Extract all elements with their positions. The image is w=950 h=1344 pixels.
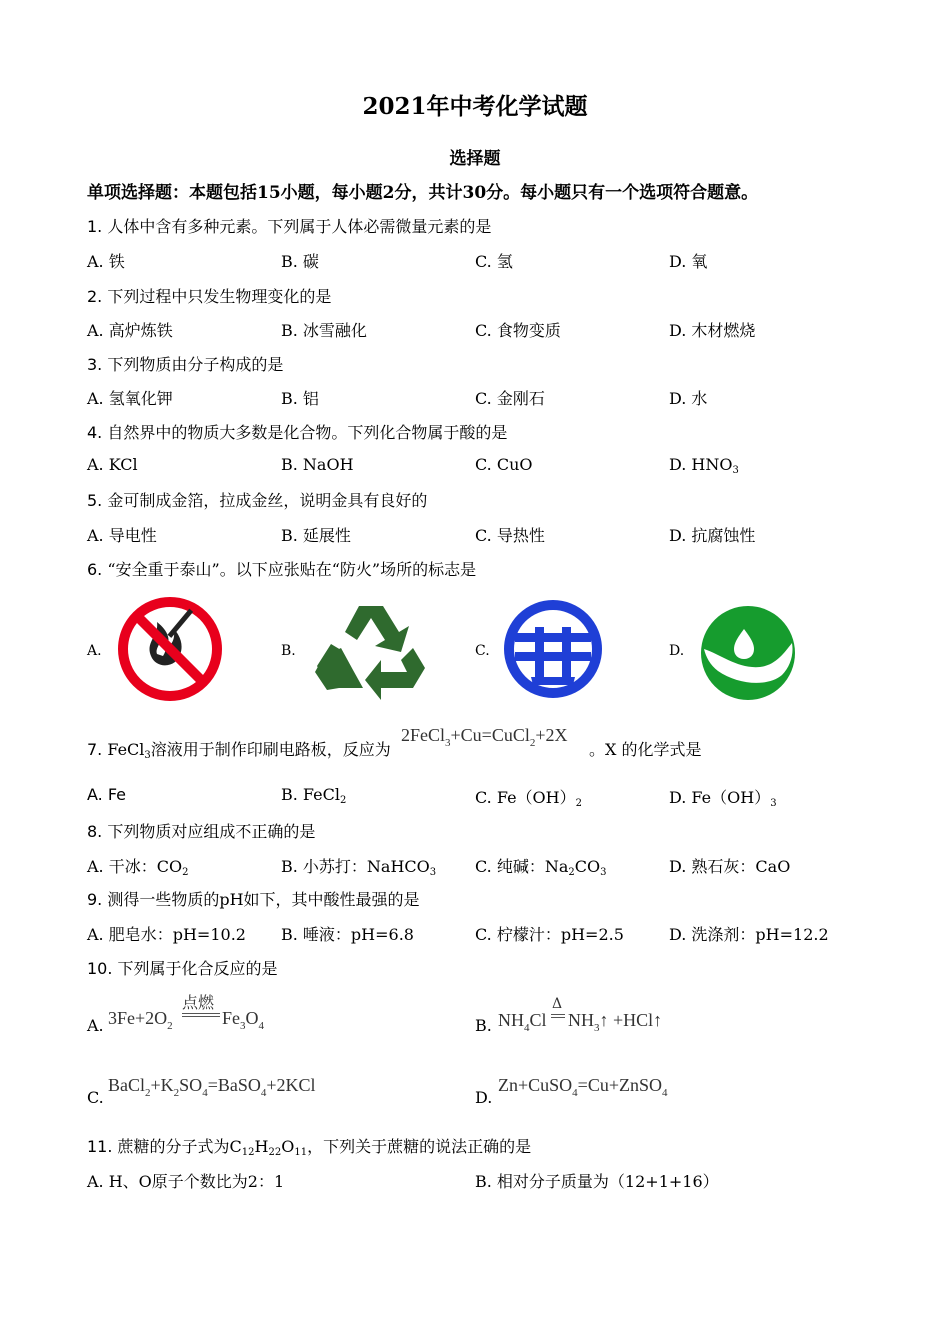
q6-option-c[interactable]: C. <box>475 643 490 659</box>
q2-option-c[interactable]: C. 食物变质 <box>475 321 561 340</box>
question-4: 4. 自然界中的物质大多数是化合物。下列化合物属于酸的是 <box>87 423 508 442</box>
q9-option-a[interactable]: A. 肥皂水：pH=10.2 <box>87 925 246 944</box>
q3-option-c[interactable]: C. 金刚石 <box>475 389 545 408</box>
q10-option-d-label[interactable]: D. <box>475 1088 493 1107</box>
q10-option-a-equals-sign <box>182 1013 220 1017</box>
question-10: 10. 下列属于化合反应的是 <box>87 959 278 978</box>
q10-option-b-condition: Δ <box>552 996 563 1012</box>
q7-option-c[interactable]: C. $Fe(OH)_2$ <box>475 788 582 809</box>
q5-option-a[interactable]: A. 导电性 <box>87 526 157 545</box>
q11-option-b[interactable]: B. 相对分子质量为（12+1+16） <box>475 1172 719 1191</box>
question-11: 11. 蔗糖的分子式为$C_{12}H_{22}O_{11}$，下列关于蔗糖的说法正确的是 <box>87 1137 532 1158</box>
q10-option-b-label[interactable]: B. <box>475 1016 492 1035</box>
question-5: 5. 金可制成金箔，拉成金丝，说明金具有良好的 <box>87 491 428 510</box>
q7-stem-end: 。X 的化学式是 <box>589 740 702 759</box>
question-2: 2. 下列过程中只发生物理变化的是 <box>87 287 332 306</box>
water-drop-sign-icon[interactable] <box>698 603 798 703</box>
q10-option-a-label[interactable]: A. <box>87 1016 104 1035</box>
q8-option-c[interactable]: C. 纯碱：$Na_2CO_3$ <box>475 857 607 878</box>
question-1: 1. 人体中含有多种元素。下列属于人体必需微量元素的是 <box>87 217 492 236</box>
q1-option-c[interactable]: C. 氢 <box>475 252 513 271</box>
q7-option-d[interactable]: D. $Fe(OH)_3$ <box>669 788 777 809</box>
q5-option-b[interactable]: B. 延展性 <box>281 526 351 545</box>
recycle-sign-icon[interactable] <box>309 600 433 704</box>
q6-option-b[interactable]: B. <box>281 643 296 659</box>
q9-option-d[interactable]: D. 洗涤剂：pH=12.2 <box>669 925 829 944</box>
q10-option-a-condition: 点燃 <box>182 993 215 1012</box>
water-saving-sign-icon[interactable] <box>501 597 605 701</box>
q2-option-a[interactable]: A. 高炉炼铁 <box>87 321 173 340</box>
question-7: 7. FeCl$_3$溶液用于制作印刷电路板，反应为 <box>87 740 391 761</box>
q10-option-c-equation: $BaCl_2+K_2SO_4=BaSO_4+2KCl$ <box>108 1075 316 1099</box>
question-9: 9. 测得一些物质的pH如下，其中酸性最强的是 <box>87 890 420 909</box>
q4-option-d[interactable]: D. $HNO_3$ <box>669 455 739 476</box>
no-fire-sign-icon[interactable] <box>115 594 225 704</box>
q4-option-a[interactable]: A. KCl <box>87 455 138 474</box>
q10-option-c-label[interactable]: C. <box>87 1088 104 1107</box>
q8-option-a[interactable]: A. 干冰：$CO_2$ <box>87 857 189 878</box>
q10-option-d-equation: Zn+CuSO$_4$=Cu+ZnSO$_4$ <box>498 1075 668 1099</box>
q1-option-d[interactable]: D. 氧 <box>669 252 708 271</box>
q7-option-b[interactable]: B. FeCl$_2$ <box>281 785 347 806</box>
q4-option-b[interactable]: B. NaOH <box>281 455 354 474</box>
q11-option-a[interactable]: A. H、O原子个数比为2：1 <box>87 1172 285 1191</box>
q10-option-b-reactants: $NH_4Cl$ <box>498 1010 547 1034</box>
q8-option-d[interactable]: D. 熟石灰：CaO <box>669 857 791 876</box>
q4-option-c[interactable]: C. CuO <box>475 455 533 474</box>
q2-option-b[interactable]: B. 冰雪融化 <box>281 321 367 340</box>
q3-option-d[interactable]: D. 水 <box>669 389 708 408</box>
q10-option-b-products: $NH_3↑$ +HCl↑ <box>568 1010 663 1034</box>
q6-option-a[interactable]: A. <box>87 643 102 659</box>
q5-option-d[interactable]: D. 抗腐蚀性 <box>669 526 756 545</box>
q7-equation: 2FeCl$_3$+Cu=CuCl$_2$+2X <box>401 725 568 749</box>
q9-option-c[interactable]: C. 柠檬汁：pH=2.5 <box>475 925 624 944</box>
page-title: 2021年中考化学试题 <box>362 93 588 120</box>
q10-option-a-products: $Fe_3O_4$ <box>222 1008 264 1032</box>
q1-option-b[interactable]: B. 碳 <box>281 252 319 271</box>
q8-option-b[interactable]: B. 小苏打：NaHCO$_3$ <box>281 857 437 878</box>
q10-option-a-reactants: $3Fe+2O_2$ <box>108 1008 173 1032</box>
q7-option-a[interactable]: A. Fe <box>87 785 127 804</box>
q3-option-b[interactable]: B. 铝 <box>281 389 319 408</box>
question-8: 8. 下列物质对应组成不正确的是 <box>87 822 316 841</box>
q2-option-d[interactable]: D. 木材燃烧 <box>669 321 756 340</box>
section-title: 选择题 <box>449 149 501 169</box>
question-6: 6. “安全重于泰山”。以下应张贴在“防火”场所的标志是 <box>87 560 477 579</box>
question-3: 3. 下列物质由分子构成的是 <box>87 355 284 374</box>
instructions: 单项选择题：本题包括15小题，每小题2分，共计30分。每小题只有一个选项符合题意。 <box>87 183 759 203</box>
q1-option-a[interactable]: A. 铁 <box>87 252 125 271</box>
q6-option-d[interactable]: D. <box>669 643 685 659</box>
q5-option-c[interactable]: C. 导热性 <box>475 526 545 545</box>
q9-option-b[interactable]: B. 唾液：pH=6.8 <box>281 925 414 944</box>
q10-option-b-equals-sign <box>551 1014 565 1018</box>
q3-option-a[interactable]: A. 氢氧化钾 <box>87 389 173 408</box>
